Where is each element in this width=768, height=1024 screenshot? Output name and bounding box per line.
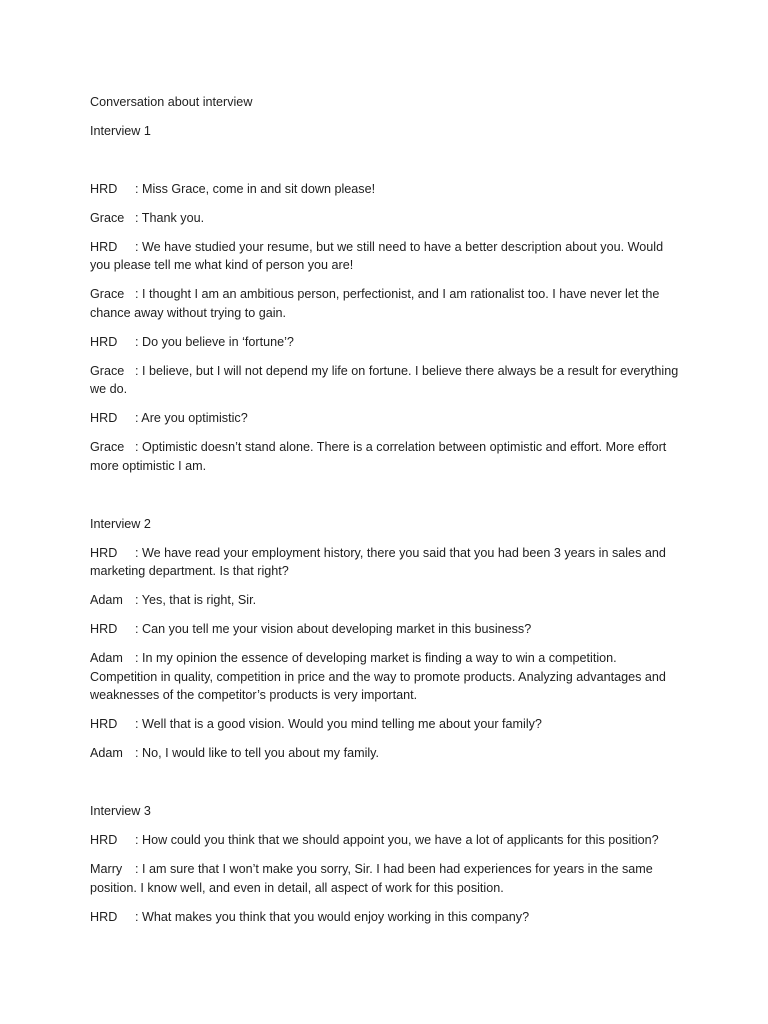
speaker-name: HRD: [90, 833, 118, 847]
dialogue-line: [90, 209, 680, 228]
dialogue-section: [90, 544, 680, 763]
document-page: [90, 93, 680, 937]
dialogue-line: [90, 831, 680, 850]
dialogue-text: : Well that is a good vision. Would you mind telling me about your family?: [135, 717, 542, 731]
dialogue-text: : Can you tell me your vision about developing market in this business?: [135, 622, 532, 636]
dialogue-line: [90, 908, 680, 927]
dialogue-line: [90, 715, 680, 734]
speaker-name: Grace: [90, 363, 125, 378]
speaker-name: HRD: [90, 717, 118, 731]
dialogue-text: : Optimistic doesn’t stand alone. There is a correlation between optimistic and effort. More effort more optimistic I am.: [90, 440, 667, 473]
speaker-name: Grace: [90, 287, 125, 301]
dialogue-line: [90, 591, 680, 610]
section-heading: Interview 1: [90, 124, 151, 138]
speaker-name: Marry: [90, 862, 123, 876]
dialogue-line: [90, 860, 680, 897]
dialogue-line: [90, 409, 680, 428]
dialogue-text: : No, I would like to tell you about my family.: [135, 746, 380, 760]
dialogue-line: [90, 362, 680, 399]
dialogue-text: : What makes you think that you would enjoy working in this company?: [135, 909, 530, 924]
dialogue-text: : I thought I am an ambitious person, perfectionist, and I am rationalist too. I have never let the chance away without trying to gain.: [90, 287, 660, 320]
dialogue-section: [90, 831, 680, 926]
dialogue-text: : We have studied your resume, but we still need to have a better description about you. Would you please tell me what kind of person you are!: [90, 239, 664, 272]
dialogue-line: [90, 649, 680, 705]
speaker-name: HRD: [90, 239, 118, 254]
dialogue-text: : I am sure that I won’t make you sorry, Sir. I had been had experiences for years in the same position. I know well, and even in detail, all aspect of work for this position.: [90, 862, 653, 895]
dialogue-line: [90, 238, 680, 275]
dialogue-text: : Miss Grace, come in and sit down please!: [135, 181, 376, 196]
section-heading: Interview 2: [90, 516, 151, 531]
dialogue-text: : How could you think that we should appoint you, we have a lot of applicants for this position?: [135, 833, 659, 847]
speaker-name: Grace: [90, 210, 125, 225]
dialogue-line: [90, 180, 680, 199]
speaker-name: Adam: [90, 593, 123, 607]
speaker-name: HRD: [90, 334, 118, 349]
dialogue-line: [90, 285, 680, 322]
dialogue-text: : Yes, that is right, Sir.: [135, 593, 257, 607]
section-heading: Interview 3: [90, 804, 151, 818]
speaker-name: HRD: [90, 622, 118, 636]
speaker-name: Adam: [90, 651, 123, 665]
speaker-name: HRD: [90, 909, 118, 924]
dialogue-line: [90, 620, 680, 639]
speaker-name: HRD: [90, 545, 118, 560]
dialogue-text: : Thank you.: [135, 210, 205, 225]
dialogue-line: [90, 333, 680, 352]
speaker-name: HRD: [90, 181, 118, 196]
dialogue-text: : Do you believe in ‘fortune’?: [135, 334, 294, 349]
dialogue-text: : Are you optimistic?: [135, 411, 248, 425]
speaker-name: HRD: [90, 411, 118, 425]
dialogue-section: [90, 180, 680, 476]
speaker-name: Grace: [90, 440, 125, 454]
dialogue-text: : We have read your employment history, there you said that you had been 3 years in sales and marketing department. Is that right?: [90, 545, 666, 578]
dialogue-text: : I believe, but I will not depend my life on fortune. I believe there always be a result for everything we do.: [90, 363, 679, 396]
dialogue-text: : In my opinion the essence of developing market is finding a way to win a competition. Competition in quality, competition in price and the way to promote products. Analyzing advantages and weaknesses of the competitor’s products is very important.: [90, 651, 666, 702]
dialogue-line: [90, 744, 680, 763]
speaker-name: Adam: [90, 746, 123, 760]
dialogue-line: [90, 438, 680, 475]
document-title: Conversation about interview: [90, 95, 253, 109]
dialogue-line: [90, 544, 680, 581]
